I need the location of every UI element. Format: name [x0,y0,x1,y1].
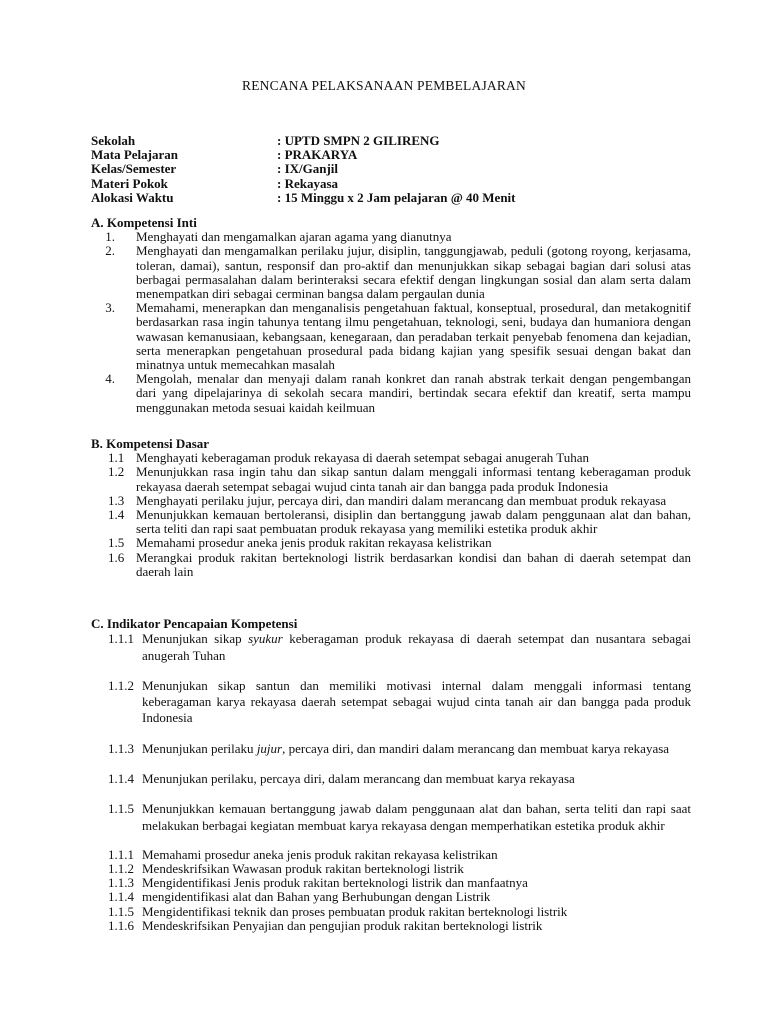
item-text: Memahami prosedur aneka jenis produk rakitan rekayasa kelistrikan [136,535,492,551]
item-number: 4. [105,371,115,387]
item-number: 1.1.3 [108,875,134,891]
list-item [91,494,691,508]
text-part: Menunjukkan kemauan bertanggung jawab dalam penggunaan alat dan bahan, serta teliti dan rapi saat melakukan berbagai kegiatan membuat karya rekayasa dengan memperhatikan estetika produk akhir [142,801,691,833]
item-text: Mendeskrifsikan Wawasan produk rakitan berteknologi listrik [142,861,464,877]
item-number: 1.1.5 [108,903,134,919]
indicator-item [91,905,691,919]
info-value: : PRAKARYA [277,147,358,163]
text-part: Menunjukan sikap [142,631,249,647]
list-item [91,451,691,465]
item-text: Menghayati perilaku jujur, percaya diri, dan mandiri dalam merancang dan membuat produk rekayasa [136,492,667,508]
item-text: Memahami prosedur aneka jenis produk rakitan rekayasa kelistrikan [142,846,498,862]
item-text: Menghayati dan mengamalkan ajaran agama yang dianutnya [136,229,452,245]
item-number: 1.1.4 [108,770,134,786]
spacer [91,727,691,741]
item-text: Mengidentifikasi Jenis produk rakitan berteknologi listrik dan manfaatnya [142,875,528,891]
item-text: mengidentifikasi alat dan Bahan yang Berhubungan dengan Listrik [142,889,491,905]
item-text: Menunjukkan rasa ingin tahu dan sikap santun dalam menggali informasi tentang keberagaman produk rekayasa daerah setempat sebagai wujud cinta tanah air dan bangga pada produk Indonesia [136,464,691,494]
info-row-alokasi-waktu [91,191,691,205]
item-number: 1.4 [108,507,125,523]
item-number: 1.1.4 [108,889,134,905]
item-text: Mengolah, menalar dan menyaji dalam ranah konkret dan ranah abstrak terkait dengan pengembangan dari yang dipelajarinya di sekolah secara mandiri, bertindak secara efektif dan kreatif, serta mampu menggunakan metoda sesuai kaidah keilmuan [136,371,691,415]
section-kompetensi-dasar [91,437,691,579]
text-part: Menunjukan perilaku, percaya diri, dalam merancang dan membuat karya rekayasa [142,770,575,786]
list-item [91,372,691,415]
spacer [91,757,691,771]
item-number: 1.1 [108,450,125,466]
item-number: 1.6 [108,549,125,565]
spacer [91,787,691,801]
item-number: 1.1.1 [108,846,134,862]
item-number: 2. [105,243,115,259]
info-row-materi-pokok [91,177,691,191]
indicator-item [91,919,691,933]
info-row-mata-pelajaran [91,148,691,162]
indicator-item [91,876,691,890]
info-value: : UPTD SMPN 2 GILIRENG [277,133,440,148]
item-text: Memahami, menerapkan dan menganalisis pengetahuan faktual, konseptual, prosedural, dan metakognitif berdasarkan rasa ingin tahunya tentang ilmu pengetahuan, teknologi, seni, budaya dan humaniora dengan wawasan kemanusiaan, kebangsaan, kenegaraan, dan peradaban terkait penyebab fenomena dan kejadian, serta menerapkan pengetahuan prosedural pada bidang kajian yang spesifik sesuai dengan bakat dan minatnya untuk memecahkan masalah [136,300,691,373]
info-row-sekolah [91,134,691,148]
section-indikator [91,617,691,933]
section-heading: B. Kompetensi Dasar [91,436,210,451]
list-item [91,536,691,550]
text-emphasis: jujur [256,740,283,756]
item-number: 1. [105,229,115,245]
section-heading: C. Indikator Pencapaian Kompetensi [91,616,298,631]
indicator-item [91,862,691,876]
indicator-item [91,631,691,664]
list-item [91,465,691,493]
text-part: Menunjukan perilaku [142,740,257,756]
info-label: Mata Pelajaran [91,147,179,163]
item-text [142,631,691,664]
item-number: 1.1.2 [108,677,134,693]
list-item [91,508,691,536]
item-text [142,678,691,727]
text-part: keberagaman produk rekayasa di daerah setempat dan nusantara sebagai anugerah Tuhan [142,631,691,663]
info-value: : Rekayasa [277,175,339,191]
indicator-item [91,771,691,787]
item-text: Menunjukkan kemauan bertoleransi, disiplin dan bertanggung jawab dalam penggunaan alat dan bahan, serta teliti dan rapi saat pembuatan produk rekayasa yang memiliki estetika produk akhir [136,507,691,537]
section-kompetensi-inti [91,216,691,415]
text-emphasis: syukur [248,631,283,647]
spacer [91,834,691,848]
indicator-item [91,890,691,904]
text-part: , percaya diri, dan mandiri dalam merancang dan membuat karya rekayasa [282,740,670,756]
item-number: 1.1.6 [108,917,134,933]
info-label: Kelas/Semester [91,161,177,177]
info-row-kelas-semester [91,162,691,176]
info-label: Sekolah [91,133,136,148]
item-number: 1.3 [108,492,125,508]
info-label: Alokasi Waktu [91,189,174,205]
item-number: 1.5 [108,535,125,551]
indicator-item [91,848,691,862]
indicator-item [91,678,691,727]
item-number: 1.1.2 [108,861,134,877]
item-number: 1.2 [108,464,125,480]
item-text [142,741,691,757]
item-text: Mendeskrifsikan Penyajian dan pengujian produk rakitan berteknologi listrik [142,917,543,933]
item-text [142,801,691,834]
item-number: 1.1.3 [108,740,134,756]
indicator-item [91,801,691,834]
item-number: 1.1.1 [108,631,134,647]
list-item [91,301,691,372]
item-number: 1.1.5 [108,801,134,817]
list-item [91,551,691,579]
spacer [91,664,691,678]
item-number: 3. [105,300,115,316]
text-part: Menunjukan sikap santun dan memiliki motivasi internal dalam menggali informasi tentang keberagaman karya rekayasa daerah setempat sebagai wujud cinta tanah air dan bangga pada produk Indonesia [142,677,691,726]
info-value: : IX/Ganjil [277,161,339,177]
info-value: : 15 Minggu x 2 Jam pelajaran @ 40 Menit [277,189,516,205]
item-text: Menghayati dan mengamalkan perilaku jujur, disiplin, tanggungjawab, peduli (gotong royong, kerjasama, toleran, damai), santun, responsif dan pro-aktif dan menunjukkan sikap sebagai bagian dari solusi atas berbagai permasalahan dalam berinteraksi secara efektif dengan lingkungan sosial dan alam serta dalam menempatkan diri sebagai cerminan bangsa dalam pergaulan dunia [136,243,691,302]
item-text: Merangkai produk rakitan berteknologi listrik berdasarkan kondisi dan bahan di daerah setempat dan daerah lain [136,549,691,579]
kompetensi-dasar-list [91,451,691,579]
list-item [91,244,691,301]
list-item [91,230,691,244]
item-text: Mengidentifikasi teknik dan proses pembuatan produk rakitan berteknologi listrik [142,903,568,919]
indicator-item [91,741,691,757]
item-text: Menghayati keberagaman produk rekayasa di daerah setempat sebagai anugerah Tuhan [136,450,590,466]
info-block [91,134,691,205]
item-text [142,771,691,787]
section-heading: A. Kompetensi Inti [91,215,197,230]
kompetensi-inti-list [91,230,691,415]
info-label: Materi Pokok [91,175,168,191]
document-title: RENCANA PELAKSANAAN PEMBELAJARAN [242,78,526,93]
